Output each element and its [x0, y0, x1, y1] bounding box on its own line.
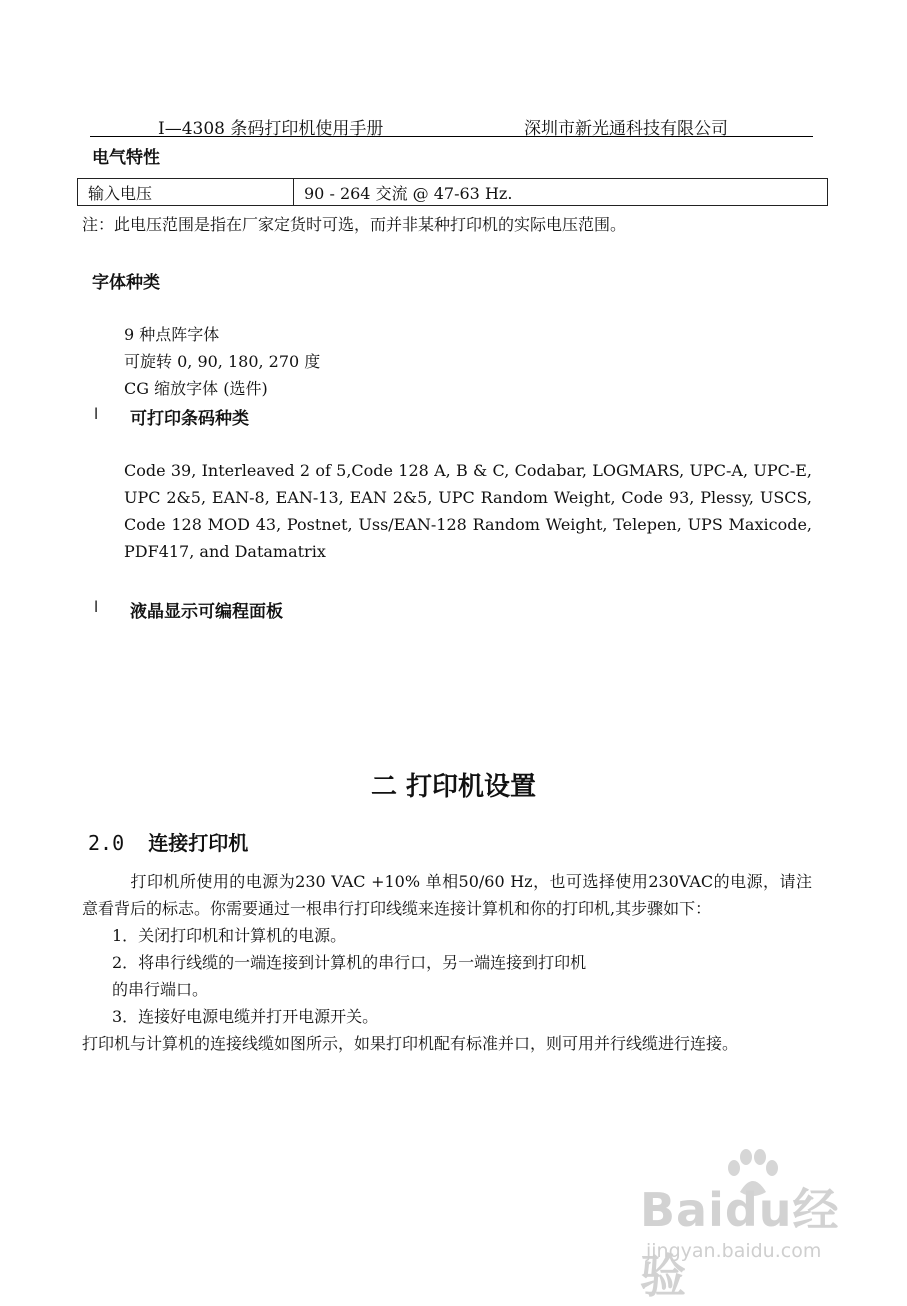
intro-paragraph — [82, 868, 812, 922]
closing-paragraph: 打印机与计算机的连接线缆如图所示，如果打印机配有标准并口，则可用并行线缆进行连接。 — [82, 1034, 739, 1053]
list-item: 9 种点阵字体 — [124, 325, 220, 344]
bullet-marker: l — [94, 405, 99, 423]
spec-value: 90 - 264 交流 @ 47-63 Hz. — [294, 179, 828, 206]
header-manual-title: I—4308 条码打印机使用手册 — [158, 119, 384, 139]
barcode-types-list: Code 39, Interleaved 2 of 5,Code 128 A, B & C, Codabar, LOGMARS, UPC-A, UPC-E, UPC 2&5, EAN-8, EAN-13, EAN 2&5, UPC Random Weight, Code 93, Plessy, USCS, Code 128 MOD 43, Postnet, Uss/EAN-128 Random Weight, Telepen, UPS Maxicode, PDF417, and Datamatrix — [124, 461, 812, 561]
voltage-note: 注：此电压范围是指在厂家定货时可选，而并非某种打印机的实际电压范围。 — [82, 215, 627, 234]
electrical-section-title: 电气特性 — [92, 148, 160, 168]
step-2-continued: 的串行端口。 — [112, 980, 209, 999]
section-title: 连接打印机 — [148, 831, 249, 855]
bullet-marker: l — [94, 598, 99, 616]
step-1: 1．关闭打印机和计算机的电源。 — [112, 926, 347, 945]
section-heading — [88, 827, 248, 856]
chapter-title: 二 打印机设置 — [370, 772, 537, 802]
table-row — [78, 179, 828, 206]
barcodes-section-title: 可打印条码种类 — [130, 409, 249, 429]
fonts-section-title: 字体种类 — [92, 273, 160, 293]
list-item: CG 缩放字体 (选件) — [124, 379, 268, 398]
watermark-url: jingyan.baidu.com — [646, 1240, 822, 1262]
header-company-name: 深圳市新光通科技有限公司 — [524, 119, 728, 139]
electrical-spec-table — [77, 178, 828, 206]
step-2: 2．将串行线缆的一端连接到计算机的串行口，另一端连接到打印机 — [112, 953, 587, 972]
section-number: 2.0 — [88, 831, 125, 855]
list-item: 可旋转 0, 90, 180, 270 度 — [124, 352, 321, 371]
intro-text: 打印机所使用的电源为230 VAC +10% 单相50/60 Hz，也可选择使用230VAC的电源，请注意看背后的标志。你需要通过一根串行打印线缆来连接计算机和你的打印机,其步骤如下： — [82, 872, 812, 918]
spec-key: 输入电压 — [78, 179, 294, 206]
lcd-section-title: 液晶显示可编程面板 — [130, 602, 283, 622]
section-body — [82, 868, 812, 1057]
watermark-logo: Baidu经验 — [640, 1183, 840, 1303]
baidu-watermark — [640, 1148, 870, 1303]
step-3: 3．连接好电源电缆并打开电源开关。 — [112, 1007, 379, 1026]
header-divider — [90, 136, 813, 137]
